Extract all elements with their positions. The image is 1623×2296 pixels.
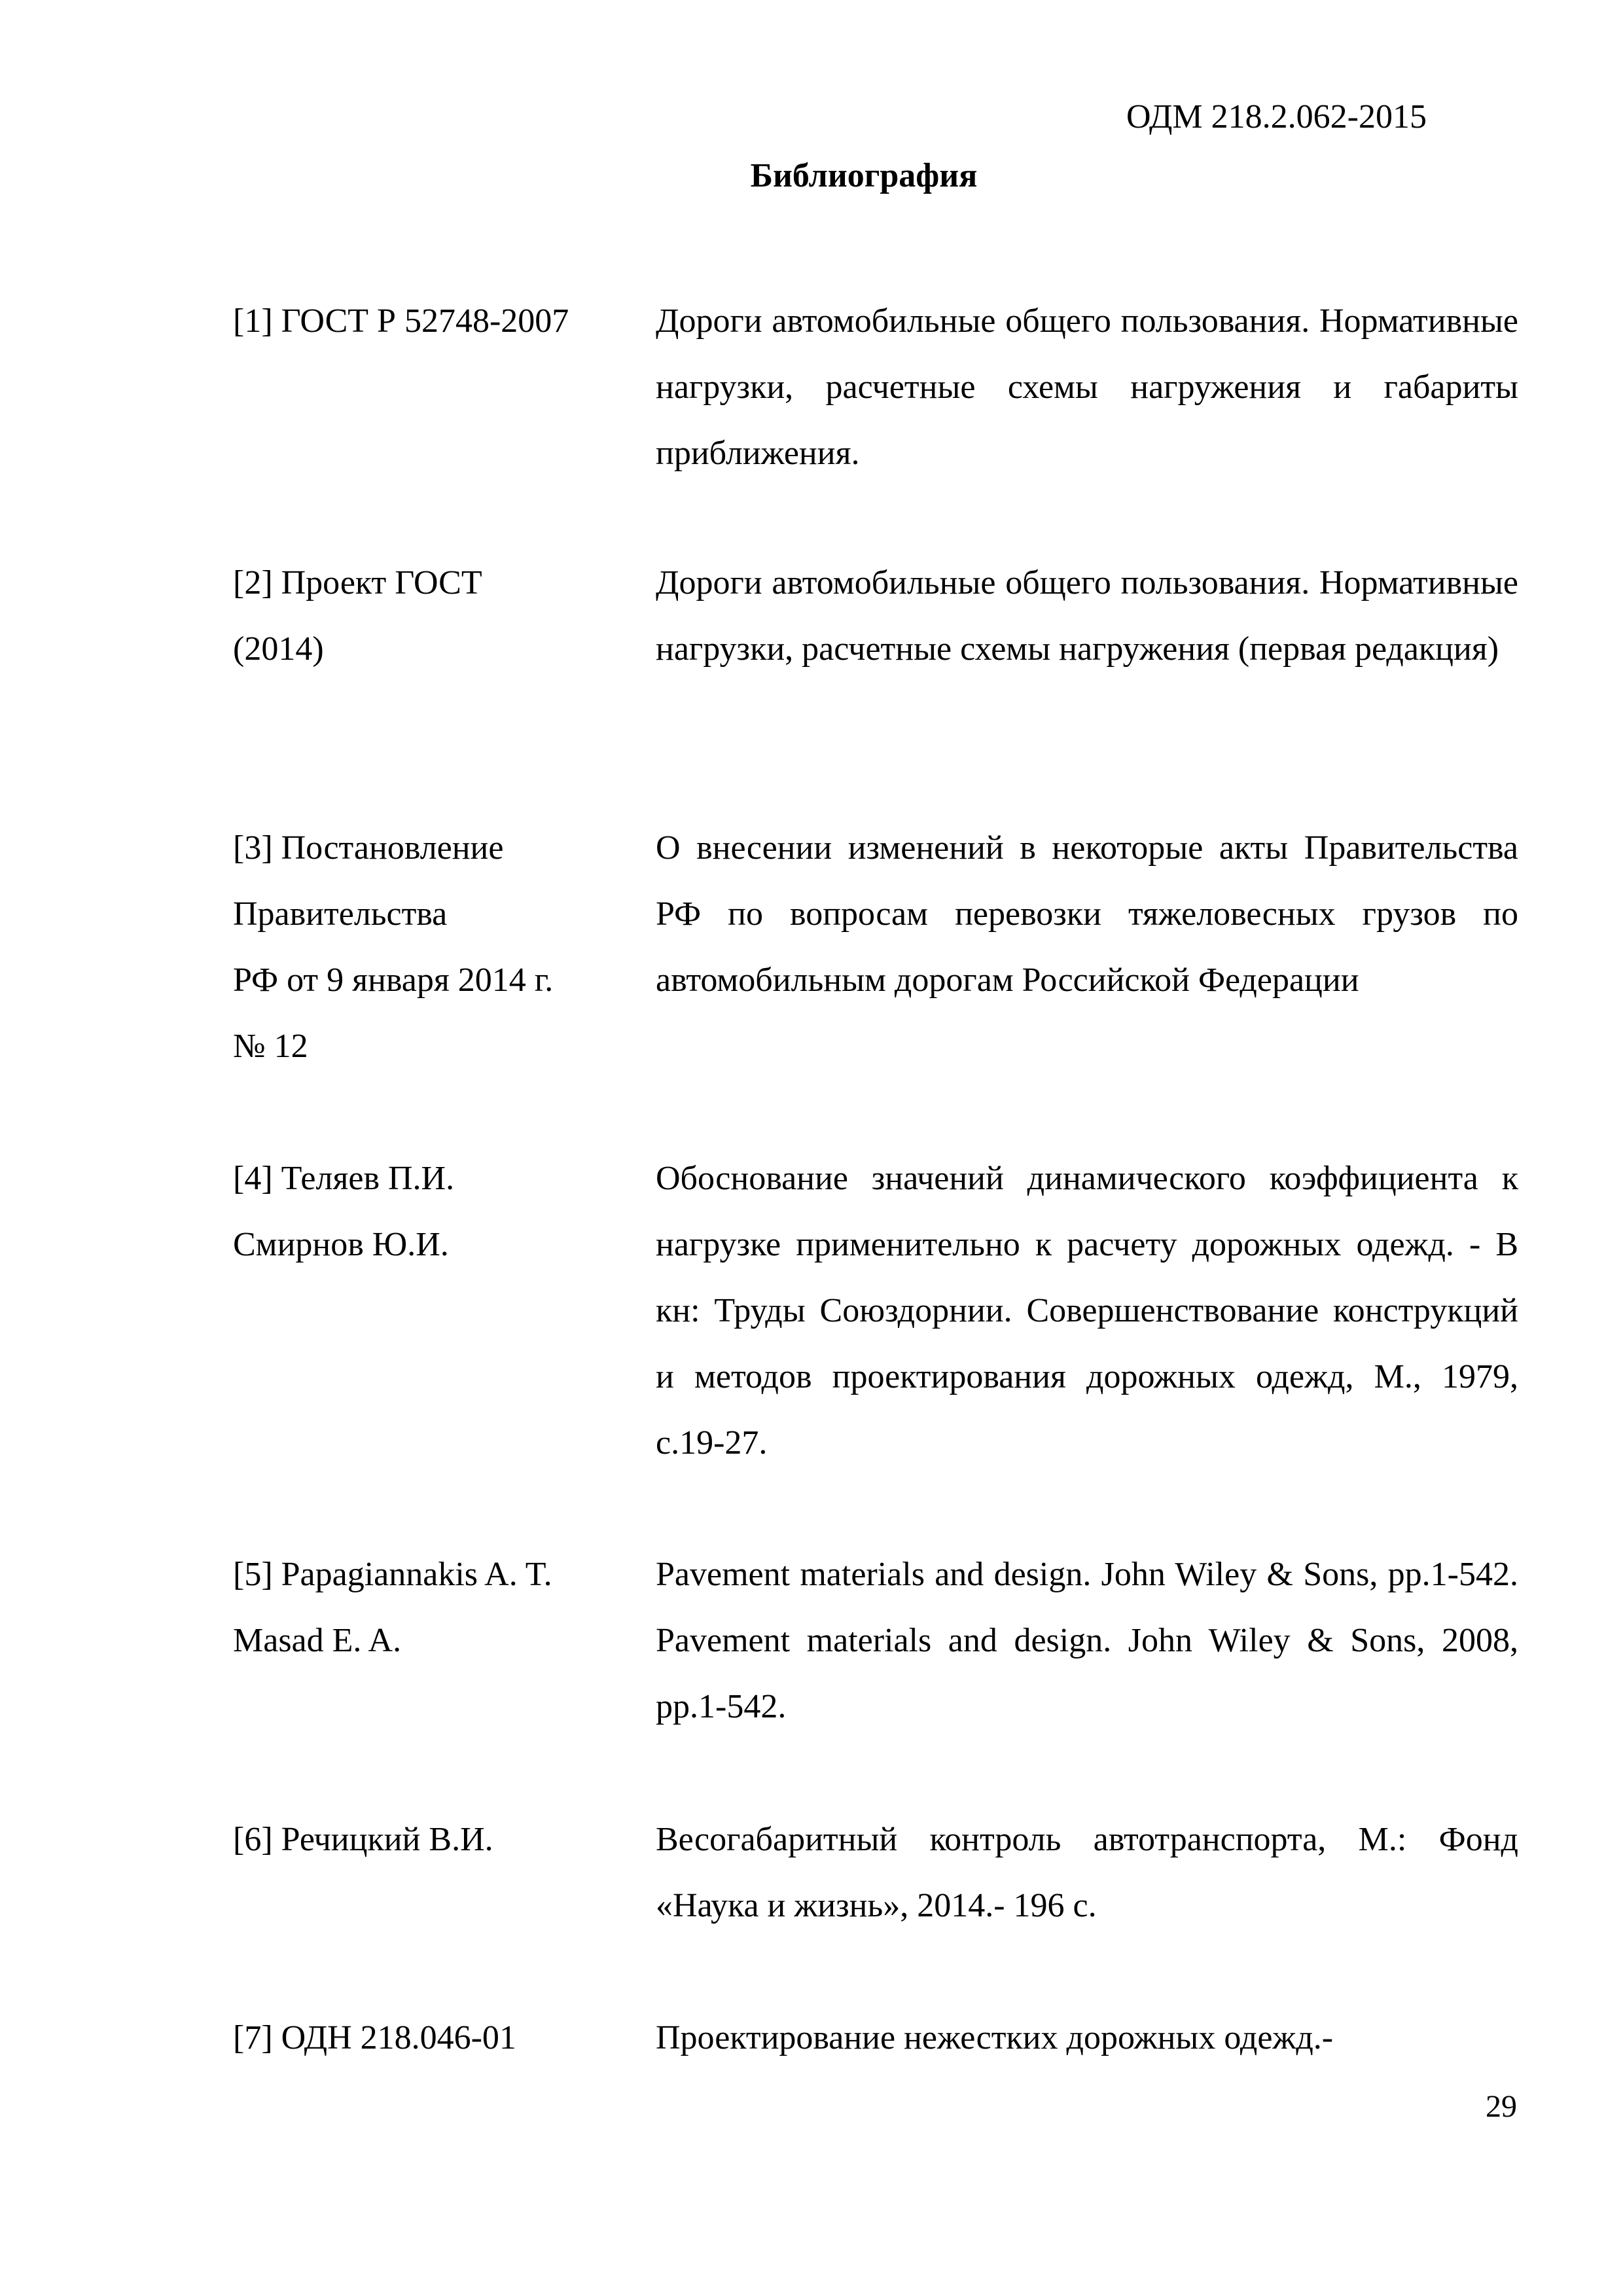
entry-description: Обоснование значений динамического коэффициента к нагрузке применительно к расчету дорожных одежд. - В кн: Труды Союздорнии. Совершенствование конструкций и методов проектирования дорожных одежд, М., 1979, с.19-27. [656, 1160, 1518, 1462]
entry-reference-line: Masad E. A. [233, 1622, 402, 1659]
entry-reference-line: (2014) [233, 630, 324, 668]
entry-description: О внесении изменений в некоторые акты Правительства РФ по вопросам перевозки тяжеловесных грузов по автомобильным дорогам Российской Федерации [656, 829, 1518, 999]
entry-reference [233, 815, 639, 1079]
entry-description: Дороги автомобильные общего пользования. Нормативные нагрузки, расчетные схемы нагружения и габариты приближения. [656, 302, 1518, 472]
entry-description: Проектирование нежестких дорожных одежд.- [656, 2019, 1334, 2056]
entry-description: Весогабаритный контроль автотранспорта, М.: Фонд «Наука и жизнь», 2014.- 196 с. [656, 1821, 1518, 1924]
page-number: 29 [1486, 2089, 1517, 2124]
entry-reference-line: [4] Теляев П.И. [233, 1160, 455, 1197]
entry-reference-line: РФ от 9 января 2014 г. [233, 961, 554, 999]
entry-reference-line: [6] Речицкий В.И. [233, 1821, 493, 1858]
entry-reference [233, 288, 639, 354]
entry-reference-line: № 12 [233, 1028, 308, 1065]
entry-reference-line: Правительства [233, 895, 448, 933]
entry-description: Pavement materials and design. John Wiley & Sons, pp.1-542. Pavement materials and design. John Wiley & Sons, 2008, pp.1-542. [656, 1556, 1518, 1725]
page-title: Библиография [750, 157, 978, 194]
entry-reference [233, 1145, 639, 1278]
entry-reference [233, 1541, 639, 1674]
entry-description: Дороги автомобильные общего пользования. Нормативные нагрузки, расчетные схемы нагружения (первая редакция) [656, 564, 1518, 668]
entry-reference-line: [5] Papagiannakis A. T. [233, 1556, 552, 1593]
entry-reference [233, 550, 639, 682]
entry-reference-line: [2] Проект ГОСТ [233, 564, 482, 601]
entry-reference [233, 2005, 639, 2071]
entry-reference-line: [1] ГОСТ Р 52748-2007 [233, 302, 569, 340]
entry-reference-line: Смирнов Ю.И. [233, 1226, 449, 1263]
document-code: ОДМ 218.2.062-2015 [1126, 98, 1427, 135]
entry-reference-line: [7] ОДН 218.046-01 [233, 2019, 516, 2056]
entry-reference-line: [3] Постановление [233, 829, 504, 867]
entry-reference [233, 1806, 639, 1873]
